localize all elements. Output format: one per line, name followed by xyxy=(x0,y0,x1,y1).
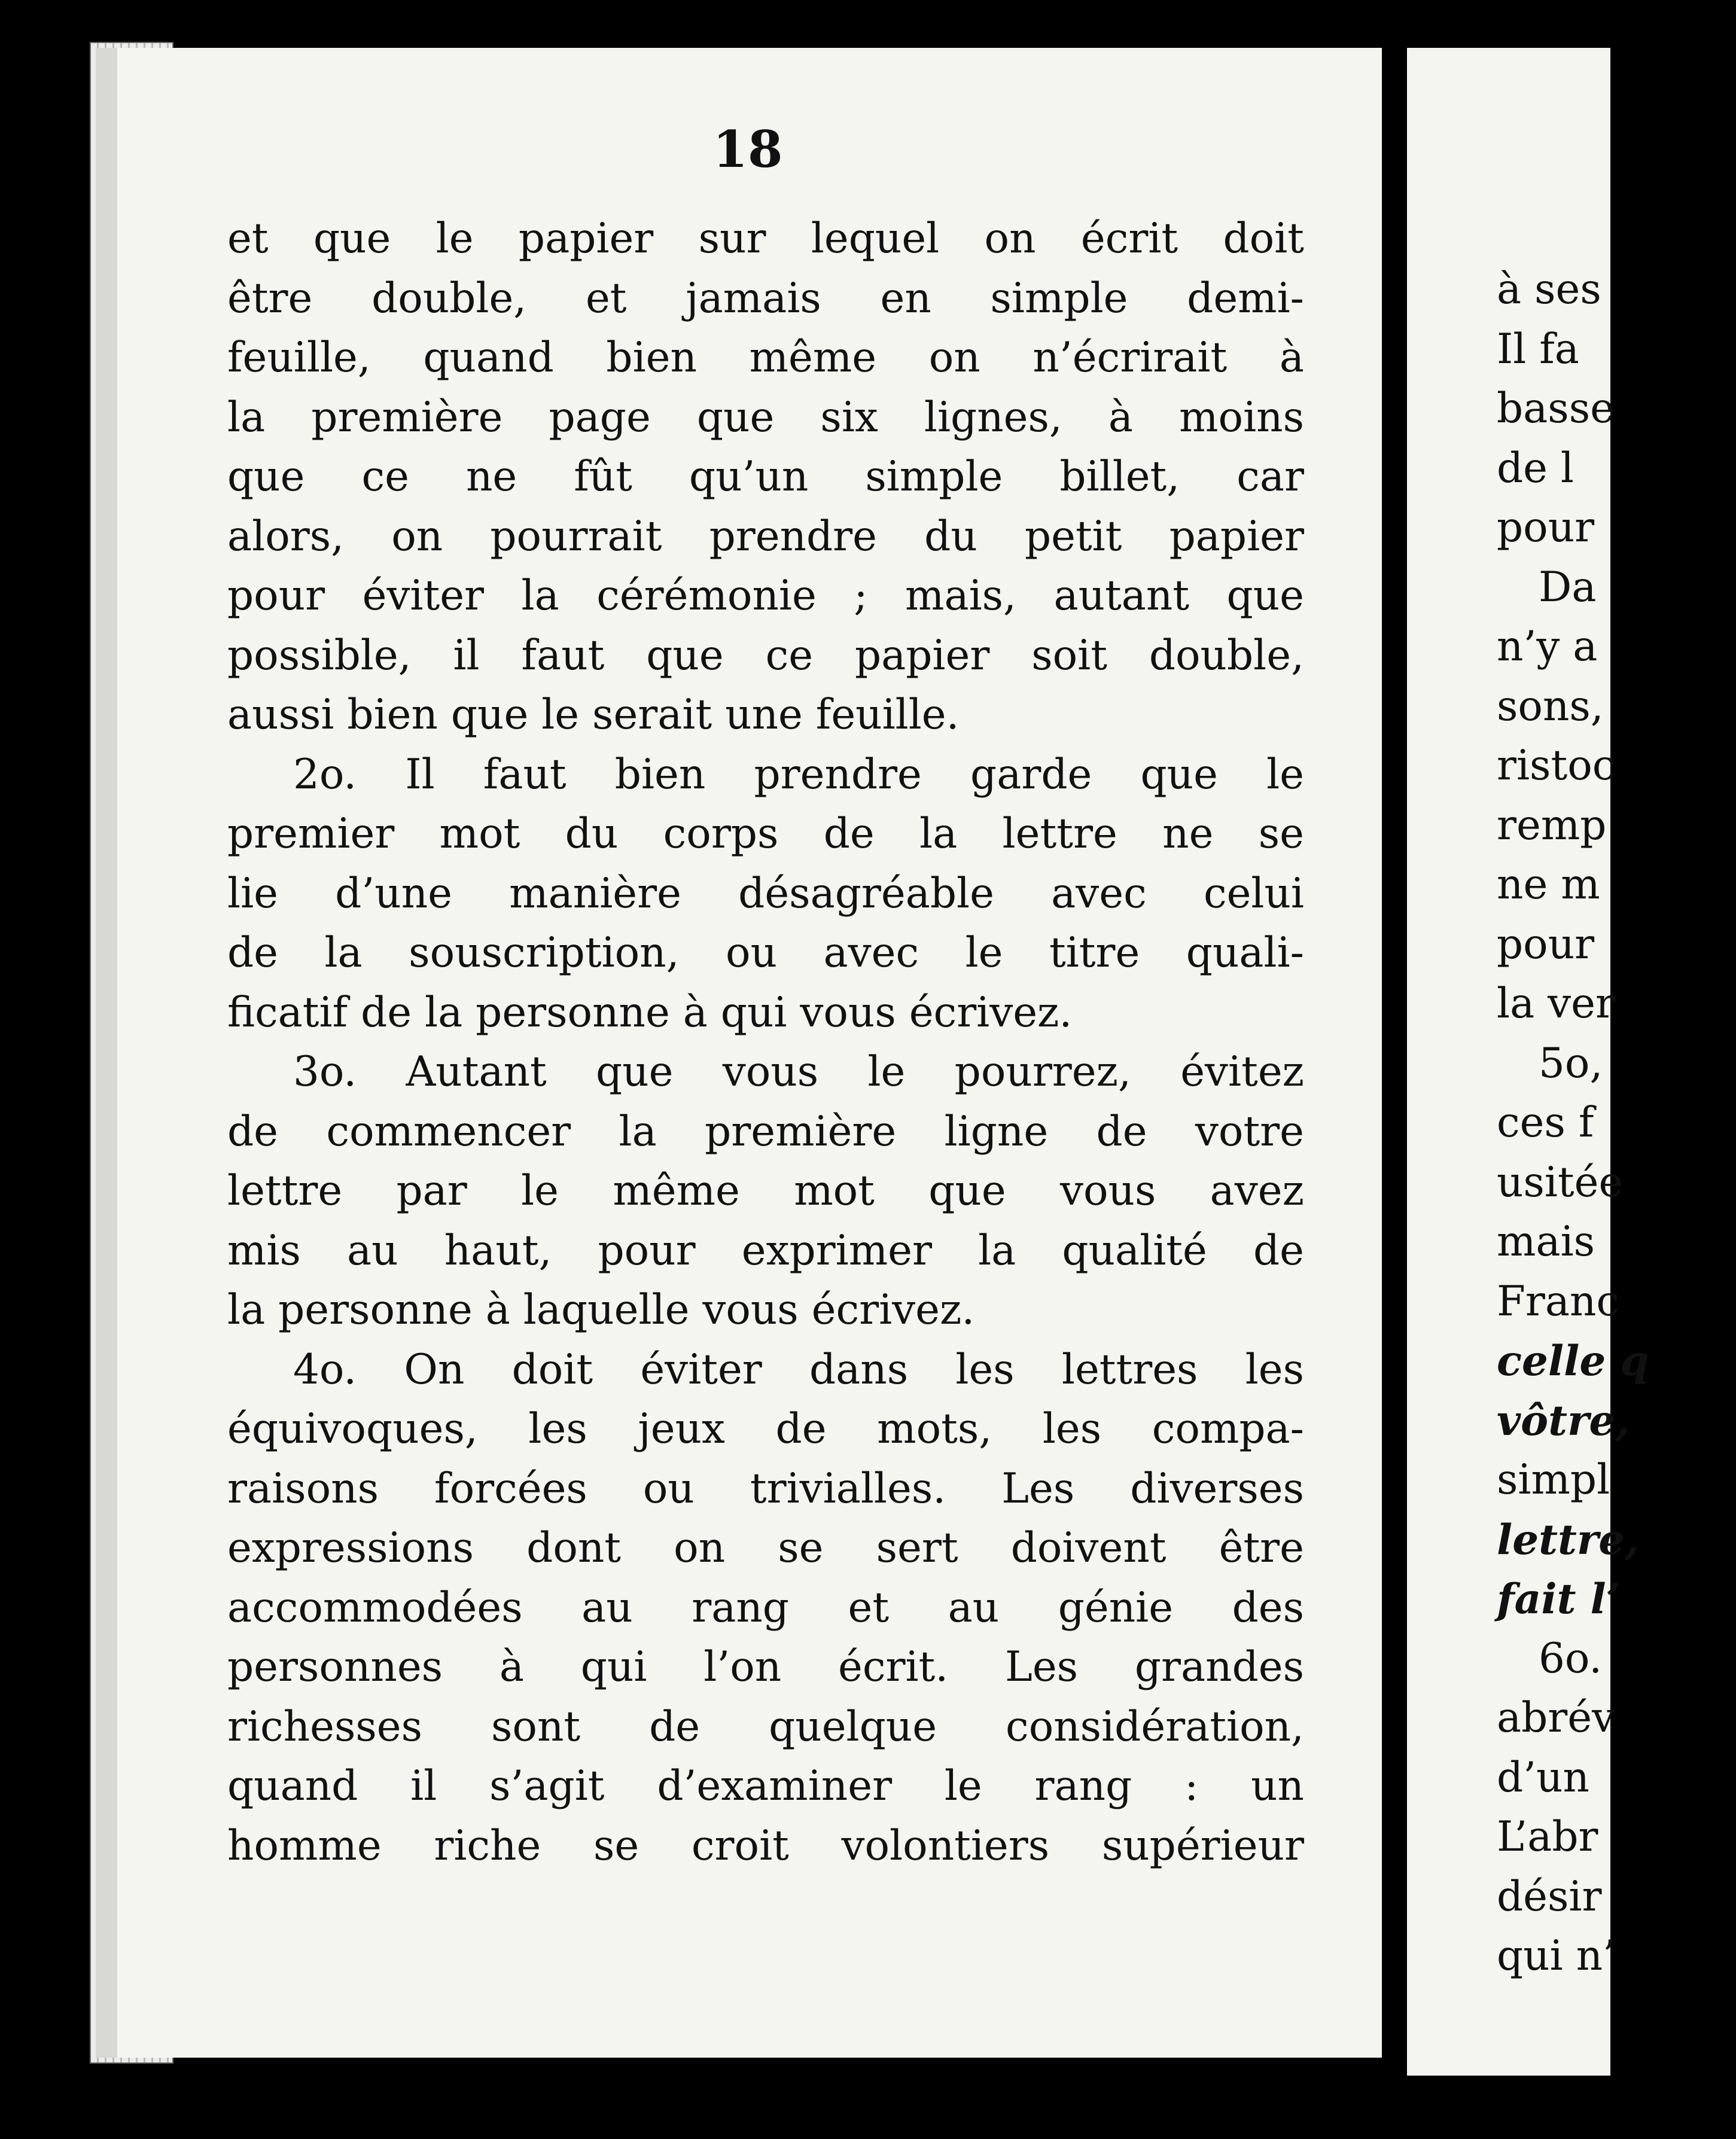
text-line: que ce ne fût qu’un simple billet, car xyxy=(227,453,1304,501)
text-line: Franc xyxy=(1497,1277,1620,1326)
text-line: ne m xyxy=(1497,861,1600,909)
text-line: à ses xyxy=(1497,266,1601,313)
text-line: ces f xyxy=(1497,1099,1594,1147)
text-line: d’un xyxy=(1497,1753,1589,1802)
text-line: L’abr xyxy=(1497,1813,1598,1861)
text-line: expressions dont on se sert doivent être xyxy=(227,1524,1304,1572)
text-line: de l xyxy=(1497,444,1574,492)
text-line: accommodées au rang et au génie des xyxy=(227,1583,1304,1632)
text-line: être double, et jamais en simple demi- xyxy=(227,274,1304,322)
italic-text-line: vôtre, xyxy=(1497,1396,1630,1445)
text-line: lie d’une manière désagréable avec celui xyxy=(227,869,1304,918)
text-line: raisons forcées ou trivialles. Les diverses xyxy=(227,1464,1304,1513)
text-line: la ver xyxy=(1497,980,1615,1028)
text-line: abrév xyxy=(1497,1694,1616,1742)
text-line: homme riche se croit volontiers supérieur xyxy=(227,1821,1304,1870)
text-line: premier mot du corps de la lettre ne se xyxy=(227,810,1304,858)
text-line: la première page que six lignes, à moins xyxy=(227,393,1304,441)
text-line: basse xyxy=(1497,385,1615,432)
paragraph-start-line: 2o. Il faut bien prendre garde que le xyxy=(293,750,1304,799)
text-line: pour xyxy=(1497,920,1595,968)
text-line: sons, xyxy=(1497,682,1604,730)
text-line: la personne à laquelle vous écrivez. xyxy=(227,1286,975,1334)
italic-text-line: fait l’ xyxy=(1497,1575,1621,1623)
text-line: pour éviter la cérémonie ; mais, autant que xyxy=(227,572,1304,620)
text-line: aussi bien que le serait une feuille. xyxy=(227,691,960,739)
text-line: personnes à qui l’on écrit. Les grandes xyxy=(227,1643,1304,1691)
text-line: de commencer la première ligne de votre xyxy=(227,1107,1304,1156)
page-number: 18 xyxy=(712,120,783,179)
paragraph-start-line: 6o. xyxy=(1539,1634,1603,1683)
text-line: de la souscription, ou avec le titre quali- xyxy=(227,929,1304,977)
paragraph-start-line: 3o. Autant que vous le pourrez, évitez xyxy=(293,1048,1304,1096)
text-line: richesses sont de quelque considération, xyxy=(227,1702,1304,1751)
text-line: n’y a xyxy=(1497,623,1598,671)
text-line: possible, il faut que ce papier soit double, xyxy=(227,631,1304,680)
text-line: quand il s’agit d’examiner le rang : un xyxy=(227,1762,1304,1810)
paragraph-start-line: 4o. On doit éviter dans les lettres les xyxy=(293,1345,1304,1394)
text-line: mais xyxy=(1497,1218,1595,1266)
text-line: lettre par le même mot que vous avez xyxy=(227,1167,1304,1215)
text-line: Il fa xyxy=(1497,325,1579,373)
left-page-text xyxy=(227,209,1304,1876)
right-page-text xyxy=(1497,260,1736,1986)
text-line: feuille, quand bien même on n’écrirait à xyxy=(227,334,1304,382)
text-line: mis au haut, pour exprimer la qualité de xyxy=(227,1226,1304,1275)
text-line: désir xyxy=(1497,1872,1602,1921)
paragraph-start-line: 5o, xyxy=(1539,1039,1603,1087)
paragraph-start-line: Da xyxy=(1539,563,1597,611)
text-line: équivoques, les jeux de mots, les compa- xyxy=(227,1405,1304,1453)
text-line: remp xyxy=(1497,801,1607,849)
italic-text-line: celle q xyxy=(1497,1337,1649,1385)
text-line: simpl xyxy=(1497,1456,1610,1504)
text-line: usitée xyxy=(1497,1158,1624,1206)
text-line: qui n’ xyxy=(1497,1932,1616,1980)
text-line: ficatif de la personne à qui vous écrivez. xyxy=(227,988,1073,1037)
text-line: pour xyxy=(1497,504,1595,551)
text-line: alors, on pourrait prendre du petit papier xyxy=(227,512,1304,560)
italic-text-line: lettre, xyxy=(1497,1515,1640,1564)
text-line: ristoc xyxy=(1497,742,1616,790)
text-line: et que le papier sur lequel on écrit doit xyxy=(227,215,1304,263)
page-gutter xyxy=(1388,36,1407,2094)
right-page-fragment xyxy=(1407,48,1649,2076)
